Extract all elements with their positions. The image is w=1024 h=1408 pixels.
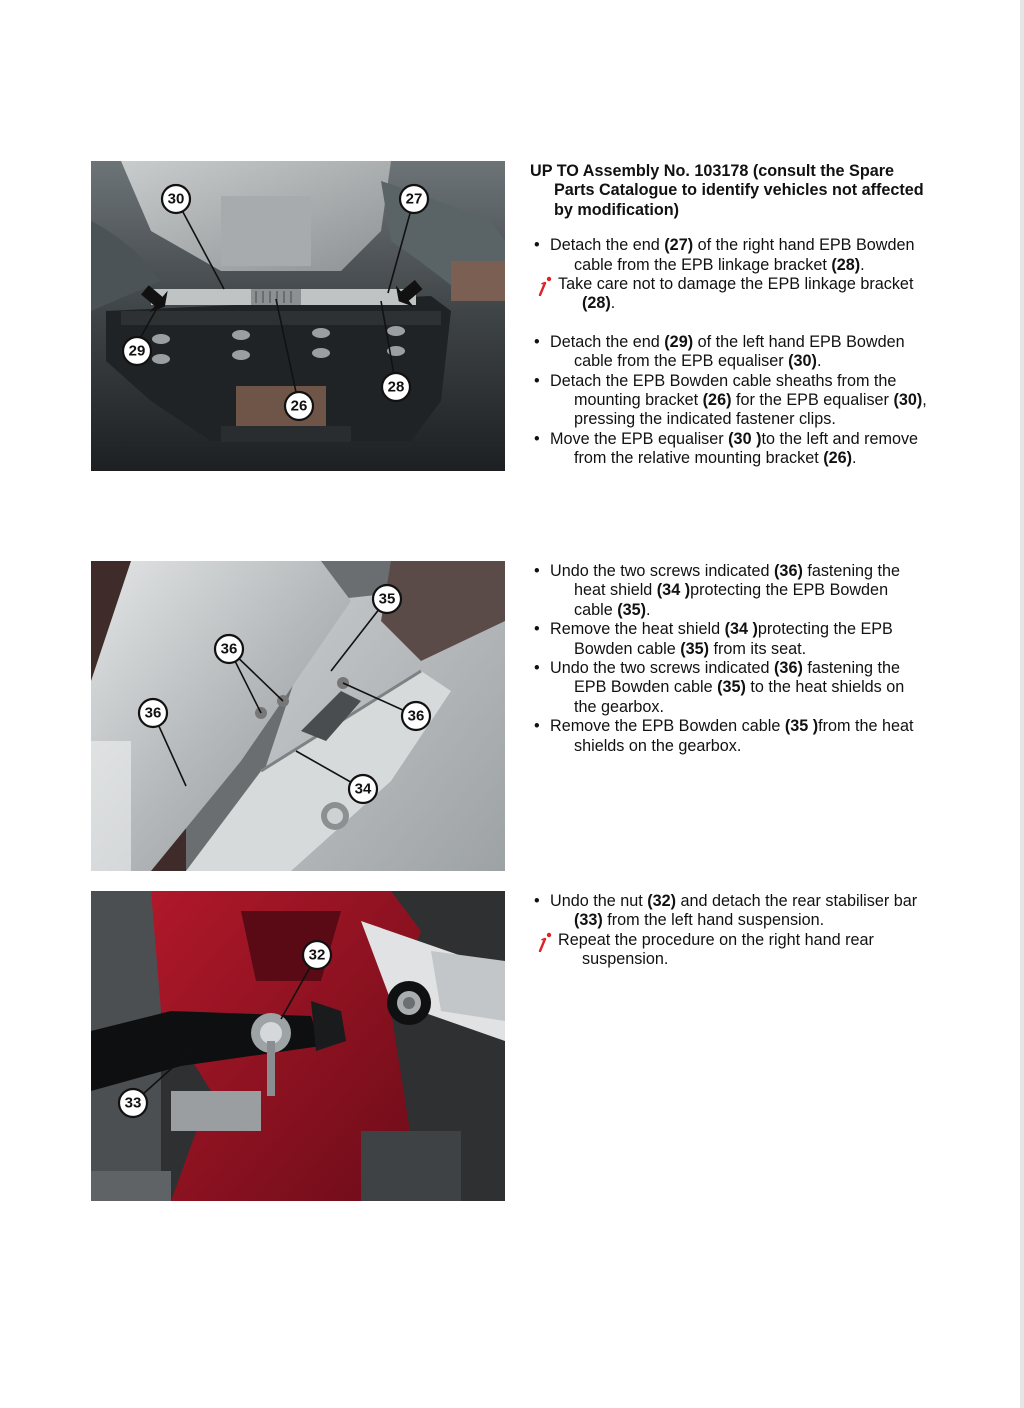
svg-text:30: 30 <box>167 190 185 208</box>
svg-text:36: 36 <box>220 640 238 658</box>
info-icon <box>532 276 554 296</box>
photo-epb-linkage <box>91 161 505 471</box>
section1-text <box>530 162 930 469</box>
info-icon <box>532 932 554 952</box>
note-repeat-procedure: Repeat the procedure on the right hand rear suspension. <box>530 931 930 970</box>
step-move-equaliser: • Move the EPB equaliser (30 )to the left and remove from the relative mounting bracket (26). <box>534 429 919 468</box>
section2-text <box>530 562 930 756</box>
callout-27 <box>400 185 428 213</box>
callout-36-c <box>402 702 430 730</box>
svg-text:32: 32 <box>308 946 326 964</box>
callout-30 <box>162 185 190 213</box>
photo-stabiliser-bar <box>91 891 505 1201</box>
svg-text:33: 33 <box>124 1094 142 1112</box>
photo-heat-shield <box>91 561 505 871</box>
section3-text <box>530 892 930 970</box>
step-undo-shield-screws: • Undo the two screws indicated (36) fastening the heat shield (34 )protecting the EPB Bowden cable (35). <box>534 562 901 619</box>
callout-36-a <box>215 635 243 663</box>
section1-heading: UP TO Assembly No. 103178 (consult the Spare Parts Catalogue to identify vehicles not affected by modification) <box>530 162 924 219</box>
callout-34 <box>349 775 377 803</box>
svg-text:36: 36 <box>144 704 162 722</box>
svg-text:26: 26 <box>290 397 308 415</box>
callout-36-b <box>139 699 167 727</box>
step-undo-nut: • Undo the nut (32) and detach the rear stabiliser bar (33) from the left hand suspension. <box>534 892 918 930</box>
callout-26 <box>285 392 313 420</box>
svg-text:28: 28 <box>387 378 405 396</box>
svg-text:27: 27 <box>405 190 423 208</box>
callout-33 <box>119 1089 147 1117</box>
callout-35 <box>373 585 401 613</box>
step-detach-sheaths: • Detach the EPB Bowden cable sheaths from the mounting bracket (26) for the EPB equaliser (30), pressing the indicated fastener clips. <box>534 371 927 429</box>
step-detach-left-cable: • Detach the end (29) of the left hand EPB Bowden cable from the EPB equaliser (30). <box>534 332 905 371</box>
callout-28 <box>382 373 410 401</box>
page-edge <box>1020 0 1024 1408</box>
note-linkage-bracket: Take care not to damage the EPB linkage bracket (28). <box>530 275 930 314</box>
callout-32 <box>303 941 331 969</box>
step-remove-cable: • Remove the EPB Bowden cable (35 )from the heat shields on the gearbox. <box>534 717 914 755</box>
svg-text:34: 34 <box>354 780 372 798</box>
step-detach-right-cable: • Detach the end (27) of the right hand EPB Bowden cable from the EPB linkage bracket (28). <box>534 236 915 274</box>
svg-text:36: 36 <box>407 707 425 725</box>
callout-29 <box>123 337 151 365</box>
svg-text:35: 35 <box>378 590 396 608</box>
step-undo-cable-screws: • Undo the two screws indicated (36) fastening the EPB Bowden cable (35) to the heat shields on the gearbox. <box>534 659 905 716</box>
step-remove-heat-shield: • Remove the heat shield (34 )protecting the EPB Bowden cable (35) from its seat. <box>534 620 893 658</box>
svg-text:29: 29 <box>128 342 146 360</box>
